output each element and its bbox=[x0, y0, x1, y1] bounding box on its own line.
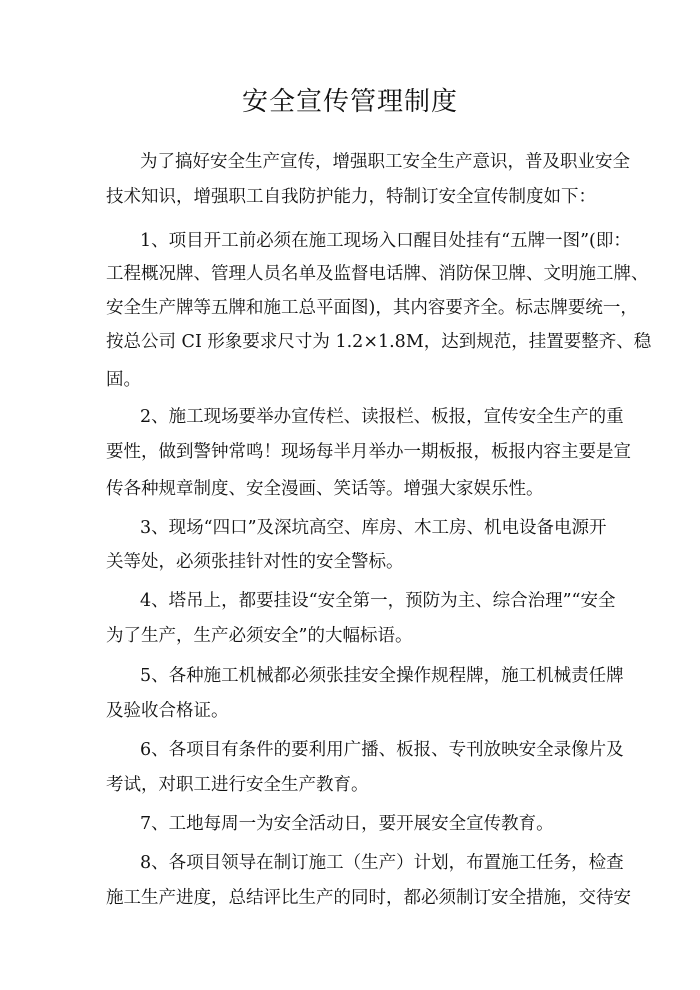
item-5-line-2: 及验收合格证。 bbox=[106, 701, 229, 721]
item-6-line-1: 6、各项目有条件的要利用广播、板报、专刊放映安全录像片及 bbox=[140, 740, 624, 760]
item-1-line-5: 固。 bbox=[106, 370, 141, 390]
item-3-line-1: 3、现场“四口”及深坑高空、库房、木工房、机电设备电源开 bbox=[140, 518, 607, 538]
item-1-line-2: 工程概况牌、管理人员名单及监督电话牌、消防保卫牌、文明施工牌、 bbox=[106, 264, 649, 284]
item-2-line-2: 要性，做到警钟常鸣！现场每半月举办一期板报，板报内容主要是宣 bbox=[106, 442, 631, 462]
item-1-line-4: 按总公司 CI 形象要求尺寸为 1.2×1.8M，达到规范，挂置要整齐、稳 bbox=[106, 332, 652, 352]
item-1-line-1: 1、项目开工前必须在施工现场入口醒目处挂有“五牌一图”(即： bbox=[140, 231, 631, 251]
item-4-line-2: 为了生产，生产必须安全”的大幅标语。 bbox=[106, 626, 413, 646]
item-2-line-3: 传各种规章制度、安全漫画、笑话等。增强大家娱乐性。 bbox=[106, 479, 544, 499]
item-6-line-2: 考试，对职工进行安全生产教育。 bbox=[106, 775, 369, 795]
item-1-line-3: 安全生产牌等五牌和施工总平面图)，其内容要齐全。标志牌要统一， bbox=[106, 298, 638, 318]
item-8-line-2: 施工生产进度，总结评比生产的同时，都必须制订安全措施，交待安 bbox=[106, 888, 631, 908]
intro-line-2: 技术知识，增强职工自我防护能力，特制订安全宣传制度如下： bbox=[106, 187, 596, 207]
document-title: 安全宣传管理制度 bbox=[241, 87, 458, 117]
item-3-line-2: 关等处，必须张挂针对性的安全警标。 bbox=[106, 552, 404, 572]
item-2-line-1: 2、施工现场要举办宣传栏、读报栏、板报，宣传安全生产的重 bbox=[140, 407, 624, 427]
intro-line-1: 为了搞好安全生产宣传，增强职工安全生产意识，普及职业安全 bbox=[140, 152, 630, 172]
item-7-line-1: 7、工地每周一为安全活动日，要开展安全宣传教育。 bbox=[140, 814, 554, 834]
item-8-line-1: 8、各项目领导在制订施工（生产）计划，布置施工任务，检查 bbox=[140, 853, 624, 873]
item-4-line-1: 4、塔吊上，都要挂设“安全第一，预防为主、综合治理”“安全 bbox=[140, 591, 616, 611]
item-5-line-1: 5、各种施工机械都必须张挂安全操作规程牌，施工机械责任牌 bbox=[140, 666, 624, 686]
